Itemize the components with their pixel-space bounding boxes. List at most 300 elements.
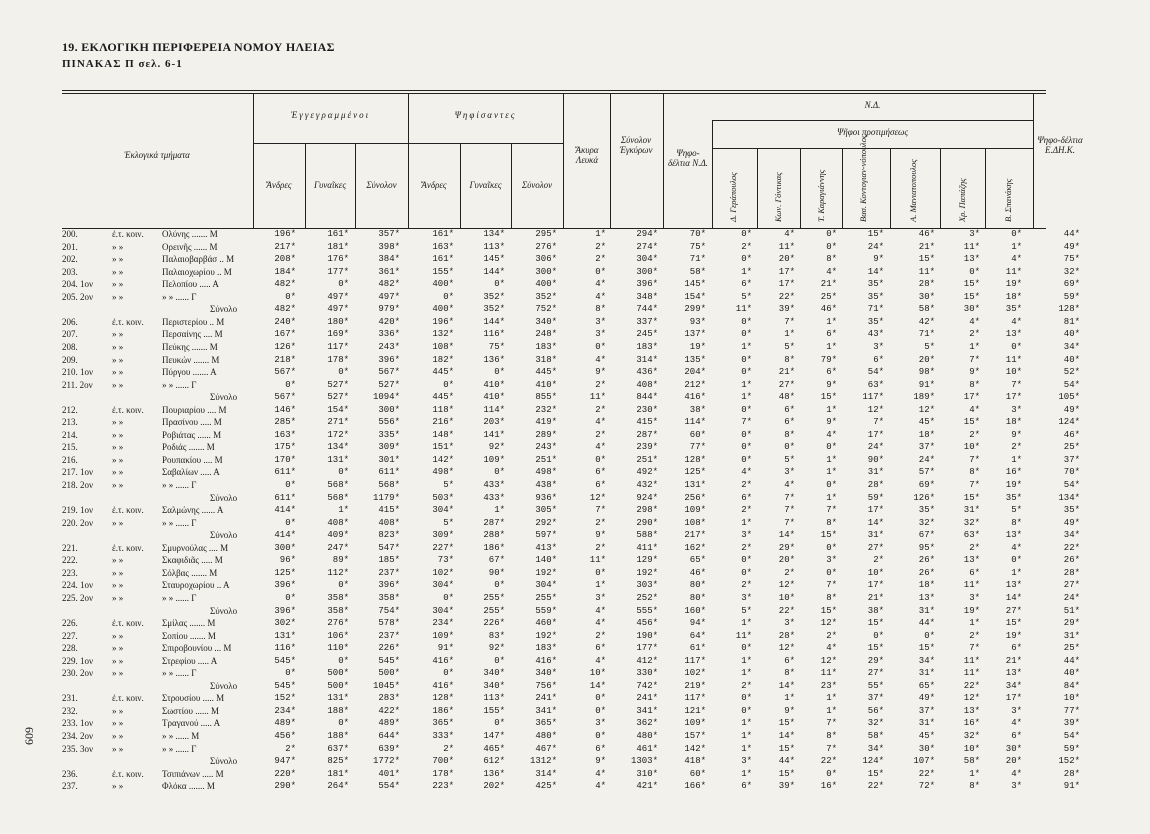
- row-value: 5*: [741, 605, 752, 616]
- row-value: 314*: [636, 354, 658, 365]
- row-value: 0*: [285, 517, 296, 528]
- table-row: [0, 530, 1150, 541]
- row-value: 0*: [595, 705, 606, 716]
- row-kind: » »: [112, 241, 124, 252]
- row-kind: » »: [112, 630, 124, 641]
- row-value: 460*: [535, 618, 557, 629]
- row-value: 5*: [443, 517, 454, 528]
- row-value: 0*: [494, 718, 505, 729]
- row-value: 1*: [741, 655, 752, 666]
- row-value: 1*: [595, 580, 606, 591]
- row-value: 183*: [636, 341, 658, 352]
- row-value: 13*: [1005, 329, 1022, 340]
- row-value: 567*: [274, 367, 296, 378]
- row-name: Σμυρνούλας .... Μ: [162, 542, 229, 553]
- row-value: 58*: [867, 731, 884, 741]
- row-value: 90*: [867, 454, 884, 465]
- row-value: 400*: [535, 279, 557, 290]
- header-voted-total: Σύνολον: [521, 180, 553, 190]
- row-value: 497*: [327, 304, 349, 315]
- row-value: 113*: [483, 241, 505, 252]
- row-value: 588*: [636, 530, 658, 541]
- row-value: 80*: [689, 592, 706, 603]
- row-value: 7*: [969, 354, 980, 365]
- row-value: 144*: [483, 316, 505, 327]
- row-kind: » »: [112, 517, 124, 528]
- row-value: 15*: [963, 291, 980, 302]
- row-value: 527*: [327, 392, 349, 403]
- row-kind: » »: [112, 454, 124, 465]
- row-value: 20*: [918, 354, 935, 365]
- row-value: 415*: [636, 417, 658, 428]
- row-value: 497*: [378, 291, 400, 302]
- row-value: 58*: [963, 756, 980, 767]
- row-value: 16*: [963, 718, 980, 729]
- row-value: 144*: [483, 266, 505, 277]
- row-value: 6*: [784, 417, 795, 428]
- row-value: 480*: [535, 731, 557, 741]
- table-row: [0, 380, 1150, 391]
- row-value: 70*: [1063, 467, 1080, 478]
- row-value: 196*: [274, 229, 296, 239]
- row-value: 30*: [963, 304, 980, 315]
- row-value: 6*: [595, 480, 606, 490]
- row-value: 9*: [969, 367, 980, 378]
- row-value: 416*: [432, 655, 454, 666]
- row-value: 3*: [784, 467, 795, 478]
- row-value: 172*: [327, 429, 349, 440]
- row-value: 27*: [778, 379, 795, 390]
- row-number: 215.: [62, 442, 78, 453]
- row-value: 13*: [1005, 530, 1022, 541]
- row-value: 22*: [867, 781, 884, 792]
- row-value: 2*: [969, 630, 980, 641]
- row-value: 5*: [924, 341, 935, 352]
- row-name: » » ...... Γ: [162, 743, 197, 754]
- row-value: 274*: [636, 241, 658, 252]
- row-value: 11*: [589, 555, 606, 566]
- row-value: 252*: [636, 592, 658, 603]
- row-value: 4*: [595, 354, 606, 365]
- row-value: 742*: [636, 680, 658, 691]
- row-value: 754*: [378, 605, 400, 616]
- table-row: [0, 693, 1150, 704]
- row-value: 461*: [636, 743, 658, 754]
- row-value: 203*: [483, 417, 505, 428]
- row-value: 8*: [784, 429, 795, 440]
- row-kind: ἐ.τ. κοιν.: [112, 404, 144, 415]
- row-value: 240*: [274, 316, 296, 327]
- table-row: [0, 631, 1150, 642]
- row-value: 1*: [826, 492, 837, 503]
- row-value: 287*: [636, 429, 658, 440]
- row-value: 243*: [535, 442, 557, 453]
- row-value: 1*: [826, 341, 837, 352]
- row-value: 107*: [913, 756, 935, 767]
- row-number: 221.: [62, 542, 78, 553]
- row-value: 15*: [778, 743, 795, 754]
- row-value: 396*: [378, 580, 400, 591]
- row-value: 49*: [1063, 517, 1080, 528]
- row-value: 49*: [1063, 404, 1080, 415]
- row-value: 1179*: [372, 492, 400, 503]
- row-value: 16*: [820, 781, 837, 792]
- row-value: 11*: [735, 304, 752, 315]
- row-value: 411*: [636, 542, 658, 553]
- row-value: 413*: [535, 542, 557, 553]
- table-row: [0, 606, 1150, 617]
- row-value: 19*: [1005, 630, 1022, 641]
- row-number: 231.: [62, 693, 78, 704]
- row-value: 6*: [741, 279, 752, 290]
- row-value: 0*: [285, 379, 296, 390]
- row-value: 352*: [535, 291, 557, 302]
- table-row: [0, 505, 1150, 516]
- row-value: 125*: [274, 567, 296, 578]
- row-value: 7*: [826, 580, 837, 591]
- row-value: 2*: [595, 254, 606, 265]
- row-number: 217. 1ον: [62, 467, 94, 478]
- row-kind: » »: [112, 731, 124, 741]
- row-value: 21*: [918, 241, 935, 252]
- row-number: 206.: [62, 316, 78, 327]
- row-value: 0*: [338, 580, 349, 591]
- row-value: 21*: [778, 367, 795, 378]
- row-value: 445*: [432, 392, 454, 403]
- row-value: 422*: [378, 705, 400, 716]
- row-value: 230*: [636, 404, 658, 415]
- row-value: 11*: [963, 655, 980, 666]
- row-number: 212.: [62, 404, 78, 415]
- row-value: 12*: [589, 492, 606, 503]
- row-number: 235. 3ον: [62, 743, 94, 754]
- row-value: 4*: [969, 404, 980, 415]
- row-value: 13*: [963, 254, 980, 265]
- row-value: 408*: [327, 517, 349, 528]
- row-value: 416*: [684, 392, 706, 403]
- row-value: 113*: [483, 693, 505, 704]
- row-value: 0*: [285, 668, 296, 679]
- row-value: 336*: [378, 329, 400, 340]
- row-kind: » »: [112, 480, 124, 490]
- row-value: 31*: [963, 505, 980, 516]
- row-value: 7*: [826, 743, 837, 754]
- table-row: [0, 756, 1150, 767]
- row-value: 400*: [432, 279, 454, 290]
- row-value: 180*: [327, 316, 349, 327]
- row-number: 207.: [62, 329, 78, 340]
- row-number: 237.: [62, 781, 78, 792]
- row-value: 7*: [595, 505, 606, 516]
- row-value: 13*: [1005, 580, 1022, 591]
- row-value: 145*: [684, 279, 706, 290]
- row-value: 445*: [535, 367, 557, 378]
- row-name: Πελοπίου ..... Α: [162, 279, 219, 290]
- table-row: [0, 292, 1150, 303]
- row-kind: ἐ.τ. κοιν.: [112, 316, 144, 327]
- row-value: 202*: [483, 781, 505, 792]
- row-value: 3*: [1011, 404, 1022, 415]
- row-value: 288*: [483, 530, 505, 541]
- row-value: 124*: [862, 756, 884, 767]
- row-value: 396*: [378, 354, 400, 365]
- row-value: 924*: [636, 492, 658, 503]
- row-value: 10*: [963, 442, 980, 453]
- row-value: 421*: [636, 781, 658, 792]
- row-number: 200.: [62, 229, 78, 239]
- row-value: 161*: [432, 254, 454, 265]
- row-value: 4*: [1011, 542, 1022, 553]
- row-value: 154*: [327, 404, 349, 415]
- row-value: 131*: [274, 630, 296, 641]
- row-value: 4*: [595, 655, 606, 666]
- row-value: 6*: [826, 367, 837, 378]
- row-value: 22*: [1063, 542, 1080, 553]
- row-value: 14*: [778, 680, 795, 691]
- row-value: 5*: [784, 454, 795, 465]
- row-value: 75*: [689, 241, 706, 252]
- row-value: 91*: [437, 643, 454, 654]
- row-kind: » »: [112, 580, 124, 591]
- row-value: 22*: [820, 756, 837, 767]
- row-value: 947*: [274, 756, 296, 767]
- row-value: 131*: [327, 693, 349, 704]
- row-value: 15*: [820, 392, 837, 403]
- row-value: 131*: [327, 454, 349, 465]
- row-name: » » ...... Γ: [162, 379, 197, 390]
- row-value: 24*: [1063, 592, 1080, 603]
- row-value: 283*: [378, 693, 400, 704]
- row-value: 14*: [867, 266, 884, 277]
- row-value: 4*: [1011, 254, 1022, 265]
- row-kind: ἐ.τ. κοιν.: [112, 542, 144, 553]
- row-value: 8*: [826, 592, 837, 603]
- row-value: 60*: [689, 429, 706, 440]
- row-value: 300*: [636, 266, 658, 277]
- row-kind: » »: [112, 592, 124, 603]
- row-value: 1*: [741, 517, 752, 528]
- row-value: 22*: [778, 291, 795, 302]
- row-value: 4*: [595, 291, 606, 302]
- row-value: 310*: [636, 768, 658, 779]
- row-value: 568*: [378, 480, 400, 490]
- row-name: » » ...... Γ: [162, 480, 197, 490]
- row-value: 140*: [535, 555, 557, 566]
- row-value: 425*: [535, 781, 557, 792]
- row-value: 318*: [535, 354, 557, 365]
- row-value: 25*: [1063, 643, 1080, 654]
- row-value: 340*: [535, 668, 557, 679]
- row-value: 0*: [741, 354, 752, 365]
- row-value: 6*: [595, 467, 606, 478]
- header-candidate-7: Β. Σπανάκης: [1003, 178, 1013, 222]
- header-candidate-4: Βασ. Κοντογιαν-νόπουλος: [858, 134, 868, 222]
- row-value: 8*: [1011, 517, 1022, 528]
- row-value: 4*: [595, 279, 606, 290]
- row-value: 1*: [784, 329, 795, 340]
- row-value: 241*: [636, 693, 658, 704]
- row-value: 2*: [741, 505, 752, 516]
- row-value: 226*: [378, 643, 400, 654]
- header-candidate-1: Δ. Γεράπουλος: [728, 172, 738, 222]
- row-value: 26*: [1063, 555, 1080, 566]
- row-value: 147*: [483, 731, 505, 741]
- row-value: 31*: [867, 530, 884, 541]
- row-value: 6*: [595, 643, 606, 654]
- row-name: Ορεινῆς ...... Μ: [162, 241, 218, 252]
- row-value: 611*: [274, 492, 296, 503]
- row-value: 26*: [918, 567, 935, 578]
- row-value: 226*: [483, 618, 505, 629]
- row-value: 176*: [327, 254, 349, 265]
- row-value: 3*: [826, 555, 837, 566]
- row-total-label: Σύνολο: [210, 605, 238, 616]
- row-value: 0*: [741, 229, 752, 239]
- row-value: 134*: [483, 229, 505, 239]
- table-row: [0, 706, 1150, 717]
- row-value: 117*: [862, 392, 884, 403]
- row-kind: » »: [112, 254, 124, 265]
- row-value: 175*: [274, 442, 296, 453]
- table-row: [0, 643, 1150, 654]
- row-value: 401*: [378, 768, 400, 779]
- row-value: 559*: [535, 605, 557, 616]
- row-value: 7*: [784, 505, 795, 516]
- row-value: 365*: [432, 718, 454, 729]
- row-value: 161*: [327, 229, 349, 239]
- row-value: 188*: [327, 705, 349, 716]
- row-value: 192*: [535, 567, 557, 578]
- row-value: 73*: [437, 555, 454, 566]
- row-value: 55*: [867, 680, 884, 691]
- row-value: 163*: [274, 429, 296, 440]
- row-value: 7*: [784, 517, 795, 528]
- row-value: 756*: [535, 680, 557, 691]
- row-value: 0*: [741, 329, 752, 340]
- row-number: 220. 2ον: [62, 517, 94, 528]
- row-value: 358*: [327, 605, 349, 616]
- row-value: 1772*: [372, 756, 400, 767]
- row-value: 2*: [873, 555, 884, 566]
- row-value: 136*: [483, 354, 505, 365]
- row-value: 285*: [274, 417, 296, 428]
- row-value: 126*: [274, 341, 296, 352]
- row-value: 276*: [535, 241, 557, 252]
- row-number: 223.: [62, 567, 78, 578]
- row-value: 40*: [1063, 354, 1080, 365]
- row-value: 545*: [274, 655, 296, 666]
- row-value: 292*: [535, 517, 557, 528]
- header-nd-ballots: Ψηφο-δέλτια Ν.Δ.: [667, 148, 709, 168]
- row-value: 220*: [274, 768, 296, 779]
- row-value: 126*: [913, 492, 935, 503]
- row-value: 152*: [1058, 756, 1080, 767]
- row-value: 3*: [595, 329, 606, 340]
- row-value: 1303*: [630, 756, 658, 767]
- row-value: 414*: [274, 530, 296, 541]
- row-value: 4*: [595, 417, 606, 428]
- row-kind: » »: [112, 718, 124, 729]
- row-value: 186*: [483, 542, 505, 553]
- row-value: 4*: [826, 643, 837, 654]
- row-value: 31*: [867, 467, 884, 478]
- row-value: 46*: [1063, 429, 1080, 440]
- row-value: 60*: [689, 768, 706, 779]
- row-value: 109*: [483, 454, 505, 465]
- row-value: 26*: [918, 555, 935, 566]
- row-value: 4*: [595, 768, 606, 779]
- row-value: 14*: [1005, 592, 1022, 603]
- row-value: 639*: [378, 743, 400, 754]
- row-kind: » »: [112, 291, 124, 302]
- row-value: 12*: [778, 643, 795, 654]
- row-value: 38*: [867, 605, 884, 616]
- row-value: 416*: [535, 655, 557, 666]
- row-value: 432*: [636, 480, 658, 490]
- row-value: 237*: [378, 567, 400, 578]
- row-value: 568*: [327, 480, 349, 490]
- row-value: 251*: [636, 454, 658, 465]
- row-value: 482*: [274, 304, 296, 315]
- row-value: 6*: [1011, 643, 1022, 654]
- row-value: 146*: [274, 404, 296, 415]
- row-number: 233. 1ον: [62, 718, 94, 729]
- row-value: 59*: [1063, 743, 1080, 754]
- row-value: 500*: [378, 668, 400, 679]
- row-value: 0*: [741, 404, 752, 415]
- row-value: 90*: [488, 567, 505, 578]
- row-value: 11*: [963, 241, 980, 252]
- row-value: 182*: [432, 354, 454, 365]
- row-value: 0*: [443, 668, 454, 679]
- row-value: 248*: [535, 329, 557, 340]
- header-candidate-3: Τ. Καραγιάννης: [816, 169, 826, 222]
- row-value: 554*: [378, 781, 400, 792]
- row-value: 15*: [778, 718, 795, 729]
- row-value: 167*: [274, 329, 296, 340]
- row-value: 8*: [826, 731, 837, 741]
- row-value: 271*: [327, 417, 349, 428]
- row-value: 10*: [1063, 693, 1080, 704]
- row-kind: » »: [112, 354, 124, 365]
- header-invalid: Ἄκυρα Λευκά: [575, 145, 599, 165]
- row-kind: » »: [112, 417, 124, 428]
- row-value: 17*: [867, 580, 884, 591]
- row-value: 15*: [867, 768, 884, 779]
- row-value: 63*: [963, 530, 980, 541]
- row-value: 31*: [1063, 630, 1080, 641]
- row-value: 71*: [689, 254, 706, 265]
- row-value: 0*: [826, 768, 837, 779]
- row-kind: ἐ.τ. κοιν.: [112, 618, 144, 629]
- page-number: 609: [22, 727, 36, 745]
- row-value: 304*: [535, 580, 557, 591]
- row-value: 61*: [689, 643, 706, 654]
- row-value: 30*: [918, 291, 935, 302]
- row-value: 117*: [684, 655, 706, 666]
- row-value: 35*: [1063, 505, 1080, 516]
- row-value: 7*: [873, 417, 884, 428]
- row-value: 132*: [432, 329, 454, 340]
- row-value: 1*: [338, 505, 349, 516]
- row-value: 420*: [378, 316, 400, 327]
- row-value: 13*: [963, 705, 980, 716]
- row-value: 0*: [1011, 341, 1022, 352]
- row-value: 3*: [1011, 705, 1022, 716]
- row-number: 202.: [62, 254, 78, 265]
- row-value: 255*: [535, 592, 557, 603]
- row-value: 15*: [820, 605, 837, 616]
